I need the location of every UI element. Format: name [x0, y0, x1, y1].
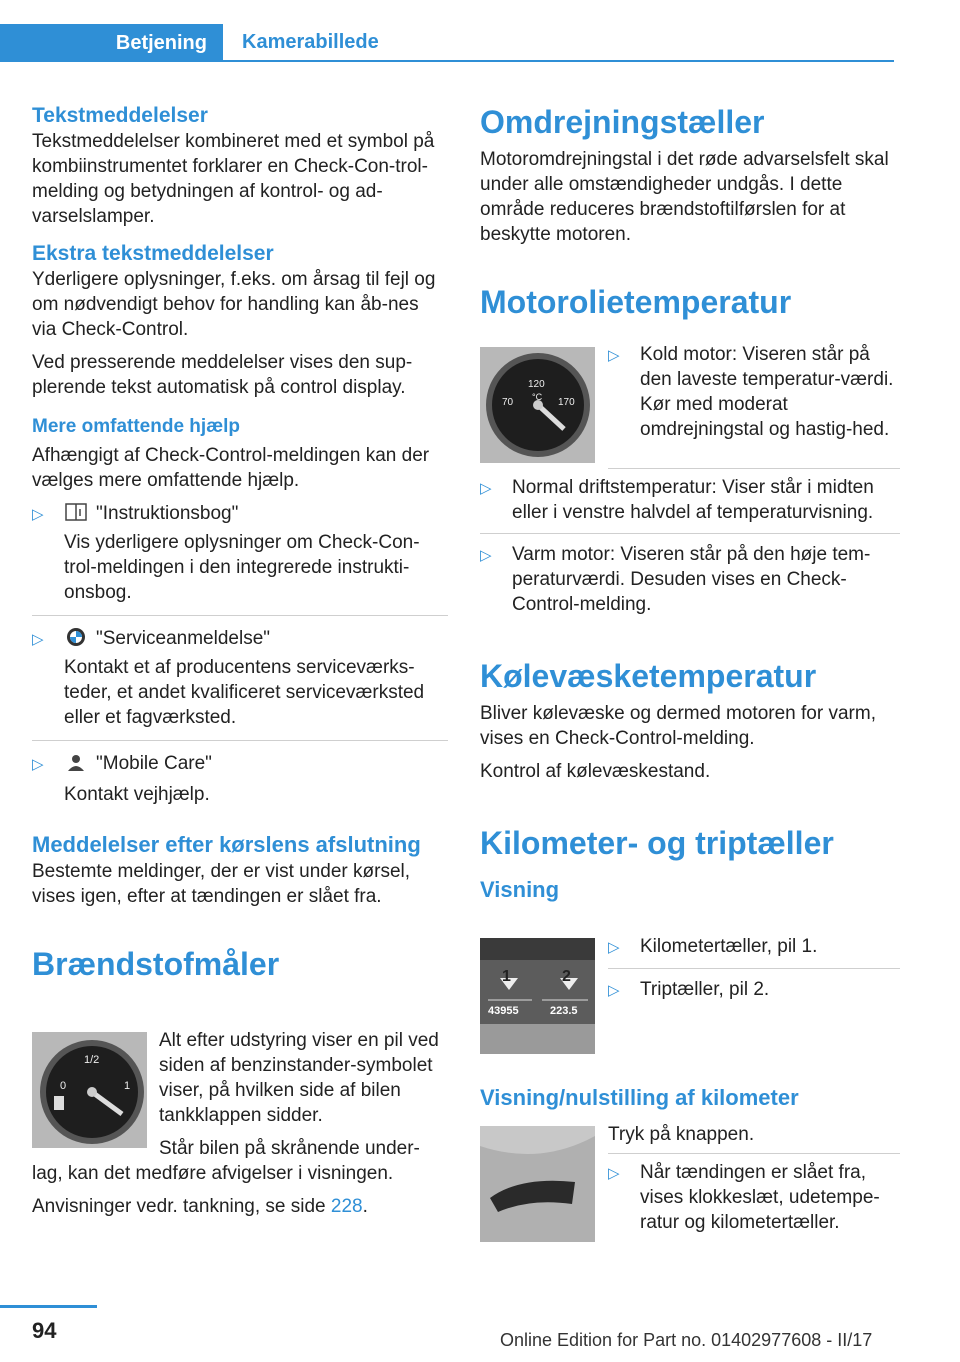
- bullet-triangle-icon: ▷: [32, 756, 44, 773]
- gauge-label: 170: [558, 397, 575, 408]
- reset-button-image: [480, 1126, 595, 1242]
- heading-visning-nulstilling-wrap: [480, 1084, 900, 1112]
- list-item[interactable]: ▷ "Instruktionsbog" Vis yderligere oplysninger om Check-Con-trol-meldingen i den integrerede instrukti-onsbog.: [32, 501, 448, 616]
- gauge-label: 120: [528, 379, 545, 390]
- bullet-triangle-icon: ▷: [608, 982, 620, 999]
- fuel-text: Alt efter udstyring viser en pil ved siden af benzinstander-symbolet viser, på hvilken side af bilen tankklappen sidder.: [159, 1030, 439, 1126]
- bullet-triangle-icon: ▷: [480, 480, 492, 497]
- odometer-image: [480, 938, 595, 1054]
- bullet-triangle-icon: ▷: [480, 547, 492, 564]
- heading-tekstmeddelelser: Tekstmeddelelser: [32, 104, 208, 127]
- heading-kilometer: Kilometer- og triptæller: [480, 825, 834, 861]
- heading-omdrejningstaeller: Omdrejningstæller: [480, 104, 765, 140]
- heading-mere-hjaelp: Mere omfattende hjælp: [32, 416, 240, 437]
- paragraph: Yderligere oplysninger, f.eks. om årsag til fejl og om nødvendigt behov for handling kan åb-nes via Check-Control.: [32, 269, 436, 340]
- gauge-label: 1: [124, 1080, 131, 1092]
- heading-visning-nulstilling: Visning/nulstilling af kilometer: [480, 1085, 799, 1110]
- bullet-triangle-icon: ▷: [608, 347, 620, 364]
- paragraph: Tekstmeddelelser kombineret med et symbol på kombiinstrumentet forklarer en Check-Con-trol-melding og betydningen af kontrol- og ad-varselslamper.: [32, 131, 435, 227]
- tab-kamerabillede[interactable]: Kamerabillede: [223, 24, 894, 62]
- page-link[interactable]: 228: [330, 1196, 363, 1217]
- right-column: [480, 103, 900, 321]
- paragraph: Afhængigt af Check-Control-meldingen kan der vælges mere omfattende hjælp.: [32, 445, 430, 491]
- list-item[interactable]: ▷ "Serviceanmeldelse" Kontakt et af producentens serviceværks-teder, et andet kvalificeret serviceværksted eller et fagværksted.: [32, 616, 448, 741]
- oil-temp-gauge-image: [480, 347, 595, 463]
- list-item[interactable]: ▷ Normal driftstemperatur: Viser står i midten eller i venstre halvdel af temperaturvisning.: [480, 475, 900, 534]
- heading-motorolietemperatur: Motorolietemperatur: [480, 284, 792, 320]
- bullet-triangle-icon: ▷: [32, 506, 44, 523]
- left-column: [32, 100, 448, 983]
- fuel-text-2: Står bilen på skrånende under-lag, kan det medføre afvigelser i visningen. Anvisninger vedr. tankning, se side 228.: [32, 1138, 420, 1217]
- gauge-label: 0: [60, 1080, 67, 1092]
- list-item[interactable]: ▷ "Mobile Care" Kontakt vejhjælp.: [32, 753, 212, 805]
- list-item[interactable]: ▷ Triptæller, pil 2.: [608, 969, 900, 1003]
- heading-braendstofmaaler: Brændstofmåler: [32, 946, 280, 982]
- odometer-bullets: [608, 934, 900, 1003]
- gauge-label: °C: [532, 392, 543, 402]
- bmw-logo-icon: [64, 627, 88, 647]
- list-item[interactable]: ▷ Varm motor: Viseren står på den høje tem-peraturværdi. Desuden vises en Check-Control-melding.: [480, 544, 871, 615]
- edition-text: Online Edition for Part no. 01402977608 - II/17: [500, 1330, 873, 1350]
- paragraph: Bestemte meldinger, der er vist under kørsel, vises igen, efter at tændingen er slået fra.: [32, 861, 411, 907]
- paragraph: Bliver kølevæske og dermed motoren for varm, vises en Check-Control-melding.: [480, 703, 876, 749]
- page-header: [0, 0, 960, 64]
- arrow-label: 2: [562, 968, 571, 985]
- gauge-label: 70: [502, 397, 514, 408]
- bullet-triangle-icon: ▷: [608, 1165, 620, 1182]
- help-options-list: [32, 501, 448, 807]
- heading-visning: Visning: [480, 877, 560, 902]
- heading-ekstra: Ekstra tekstmeddelelser: [32, 242, 274, 265]
- bullet-triangle-icon: ▷: [608, 939, 620, 956]
- footer-accent-line: [0, 1305, 97, 1308]
- page-number: 94: [32, 1318, 57, 1343]
- odometer-value: 43955: [488, 1005, 519, 1017]
- oil-temp-bullets-b: [480, 468, 900, 904]
- paragraph: Kontrol af kølevæskestand.: [480, 761, 711, 782]
- book-icon: [64, 502, 88, 522]
- reset-text: Tryk på knappen. ▷ Når tændingen er slået fra, vises klokkeslæt, udetempe-ratur og kilometertæller.: [608, 1122, 900, 1235]
- arrow-label: 1: [502, 968, 511, 985]
- fuel-gauge-image: [32, 1032, 147, 1148]
- mechanic-icon: [64, 752, 88, 772]
- list-item[interactable]: ▷ Kilometertæller, pil 1.: [608, 934, 900, 969]
- gauge-label: 1/2: [84, 1054, 100, 1066]
- oil-temp-bullets-a: [608, 342, 900, 442]
- bullet-triangle-icon: ▷: [32, 631, 44, 648]
- list-item[interactable]: ▷ Kold motor: Viseren står på den laveste temperatur-værdi. Kør med moderat omdrejningstal og hastig-hed.: [608, 344, 894, 440]
- tab-betjening[interactable]: Betjening: [0, 24, 223, 62]
- paragraph: Motoromdrejningstal i det røde advarselsfelt skal under alle omstændigheder undgås. I dette område reduceres brændstoftilførslen for at beskytte motoren.: [480, 149, 889, 245]
- trip-value: 223.5: [550, 1005, 578, 1017]
- list-item[interactable]: ▷ Når tændingen er slået fra, vises klokkeslæt, udetempe-ratur og kilometertæller.: [608, 1162, 880, 1233]
- heading-koelevaesketemperatur: Kølevæsketemperatur: [480, 658, 817, 694]
- heading-meddelelser-efter: Meddelelser efter kørslens afslutning: [32, 832, 421, 857]
- paragraph: Ved presserende meddelelser vises den sup-plerende tekst automatisk på control display.: [32, 352, 413, 398]
